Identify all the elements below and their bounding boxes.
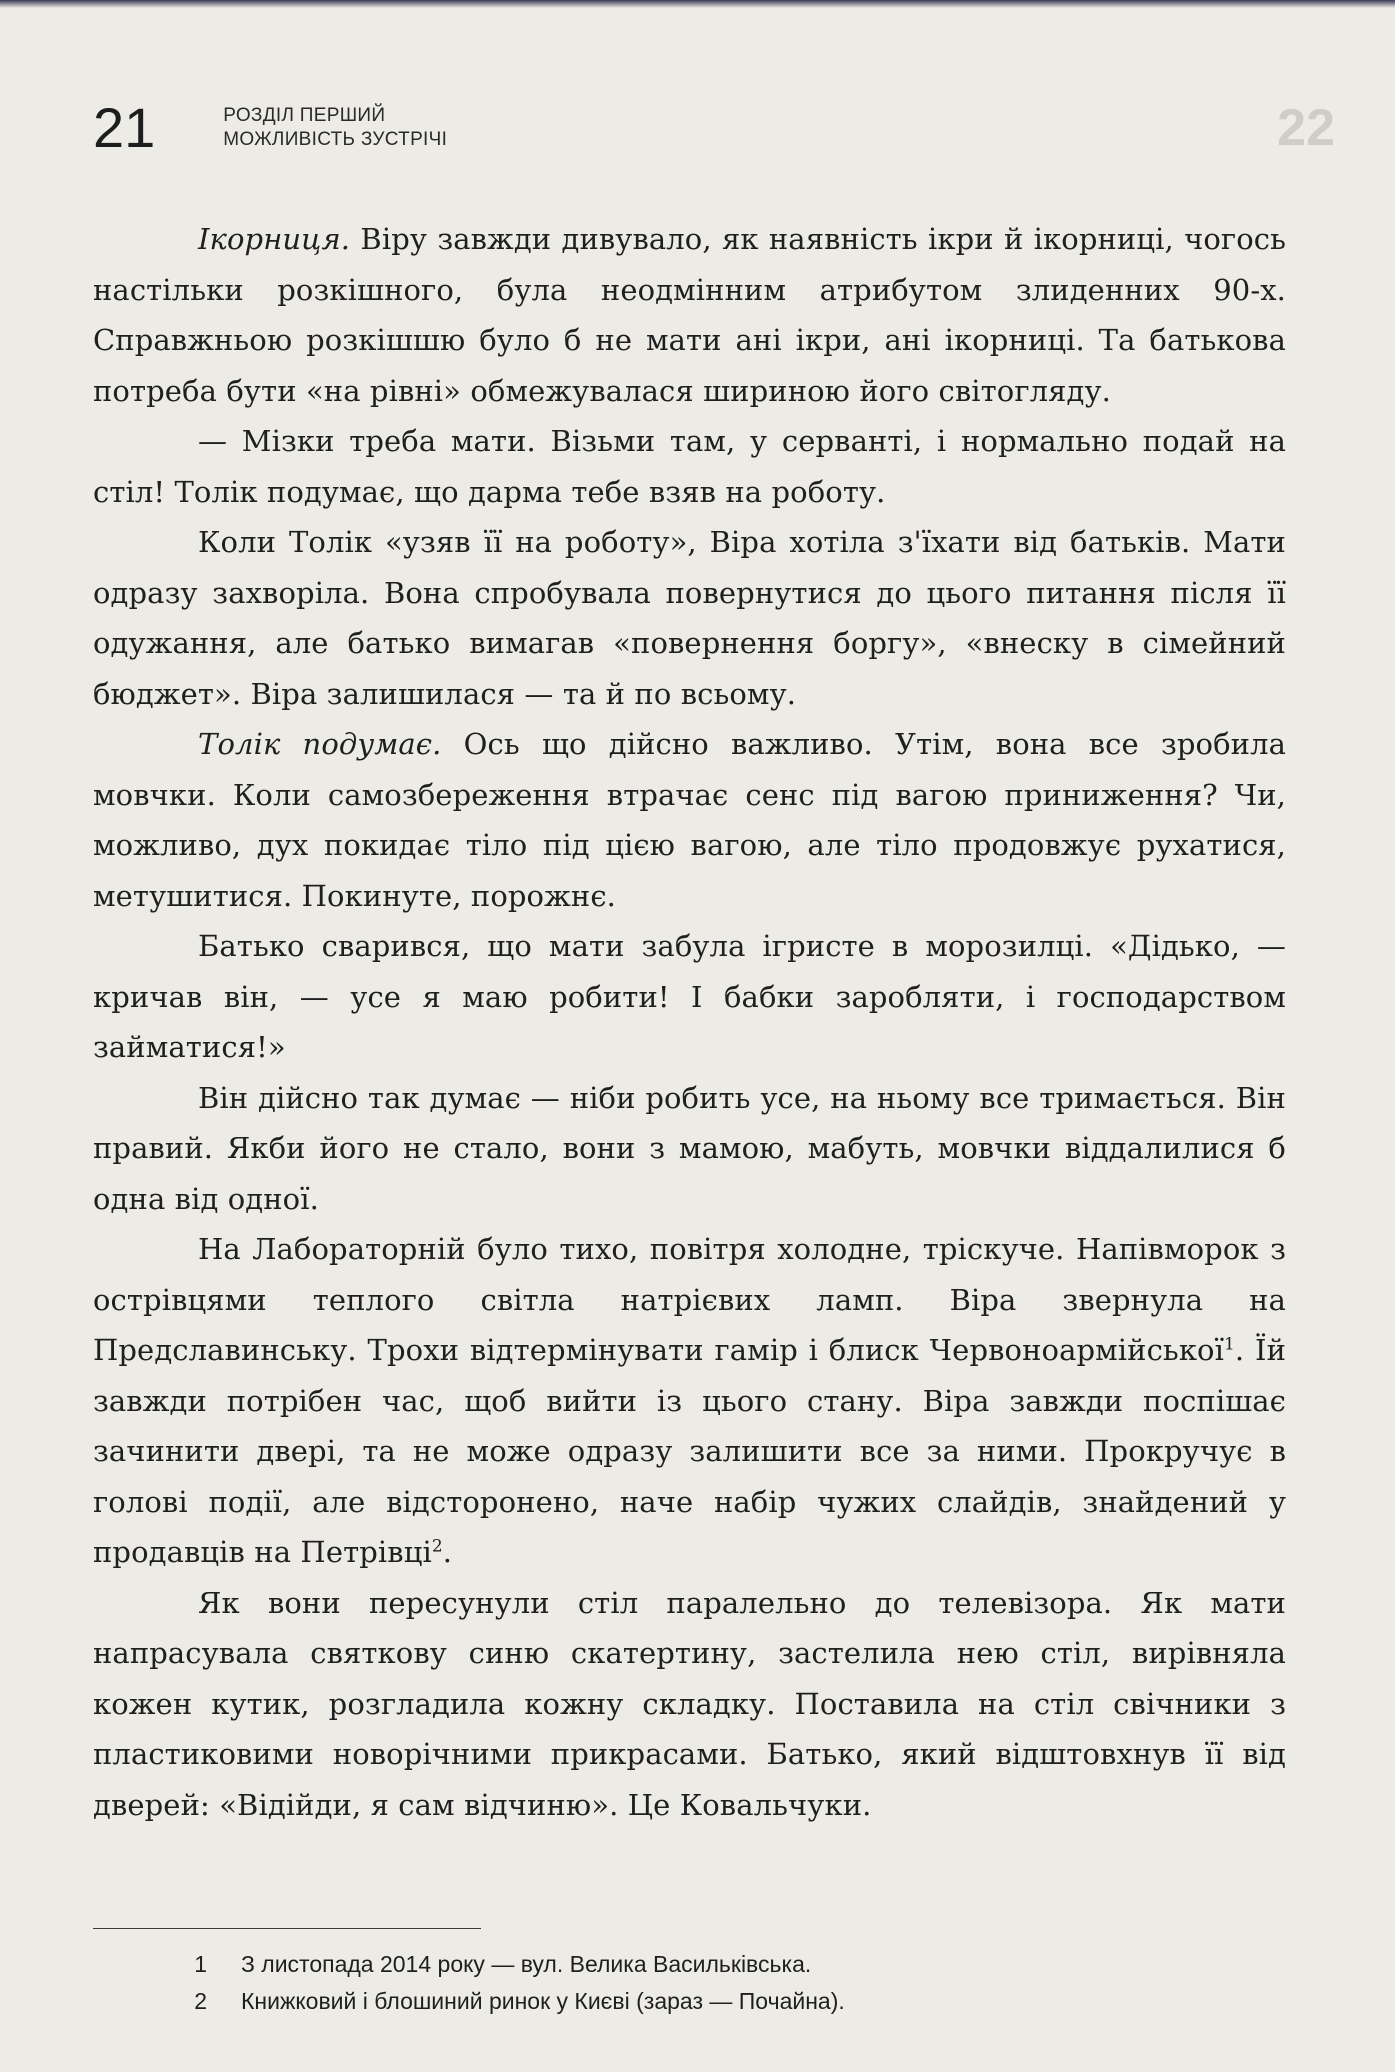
footnote-text: З листопада 2014 року — вул. Велика Васильківська. — [241, 1951, 812, 1977]
chapter-subtitle: МОЖЛИВІСТЬ ЗУСТРІЧІ — [223, 129, 448, 150]
italic-lead: Ікорниця. — [198, 222, 351, 256]
paragraph-6 — [93, 1073, 1286, 1225]
italic-lead: Толік подумає. — [198, 727, 442, 761]
paragraph-text: . Їй завжди потрібен час, щоб вийти із цього стану. Віра завжди поспішає зачинити двері, та не може одразу залишити все за ними. Прокручує в голові події, але відсторонено, наче набір чужих слайдів, знайдений у продавців на Петрівці — [93, 1333, 1286, 1569]
footnote-number: 2 — [194, 1988, 207, 2014]
footnotes — [93, 1946, 1293, 2020]
chapter-title: РОЗДІЛ ПЕРШИЙ — [223, 105, 386, 126]
footnote-ref-2[interactable]: 2 — [431, 1536, 443, 1557]
paragraph-7 — [93, 1224, 1286, 1578]
footnote-number: 1 — [194, 1951, 207, 1977]
facing-page-bleed: 22 — [1277, 99, 1335, 157]
paragraph-text: Він дійсно так думає — ніби робить усе, на ньому все тримається. Він правий. Якби його не стало, вони з мамою, мабуть, мовчки віддалилися б одна від одної. — [93, 1080, 1286, 1216]
chapter-label — [223, 104, 447, 152]
paragraph-text: На Лабораторній було тихо, повітря холодне, тріскуче. Напівморок з острівцями теплого світла натрієвих ламп. Віра звернула на Предславинську. Трохи відтермінувати гамір і блиск Червоноармійської — [93, 1232, 1286, 1367]
paragraph-text: Як вони пересунули стіл паралельно до телевізора. Як мати напрасувала святкову синю скатертину, застелила нею стіл, вирівняла кожен кутик, розгладила кожну складку. Поставила на стіл свічники з пластиковими новорічними прикрасами. Батько, який відштовхнув її від дверей: «Відійди, я сам відчиню». Це Ковальчуки. — [93, 1585, 1286, 1822]
footnote-divider — [93, 1928, 481, 1929]
footnote-2 — [93, 1983, 1293, 2020]
paragraph-8 — [93, 1578, 1286, 1831]
paragraph-1 — [93, 214, 1286, 416]
footnote-text: Книжковий і блошиний ринок у Києві (зараз — Почайна). — [241, 1988, 845, 2014]
page-top-shadow — [0, 0, 1395, 8]
paragraph-4 — [93, 719, 1286, 921]
paragraph-text: Віру завжди дивувало, як наявність ікри й ікорниці, чогось настільки розкішного, була неодмінним атрибутом злиденних 90-х. Справжньою розкішшю було б не мати ані ікри, ані ікорниці. Та батькова потреба бути «на рівні» обмежувалася шириною його світогляду. — [93, 222, 1286, 408]
paragraph-3 — [93, 517, 1286, 719]
paragraph-text: Батько сварився, що мати забула ігристе в морозилці. «Дідько, — кричав він, — усе я маю робити! І бабки заробляти, і господарством займатися!» — [93, 929, 1286, 1064]
paragraph-2 — [93, 416, 1286, 517]
running-header — [93, 96, 448, 159]
body-text — [93, 214, 1286, 1830]
paragraph-text: — Мізки треба мати. Візьми там, у серванті, і нормально подай на стіл! Толік подумає, що дарма тебе взяв на роботу. — [93, 424, 1286, 509]
footnote-1 — [93, 1946, 1293, 1983]
paragraph-text: Ось що дійсно важливо. Утім, вона все зробила мовчки. Коли самозбереження втрачає сенс під вагою приниження? Чи, можливо, дух покидає тіло під цією вагою, але тіло продовжує рухатися, метушитися. Покинуте, порожнє. — [93, 727, 1286, 913]
footnote-ref-1[interactable]: 1 — [1223, 1334, 1235, 1355]
paragraph-5 — [93, 921, 1286, 1073]
paragraph-text: . — [442, 1535, 453, 1569]
paragraph-text: Коли Толік «узяв її на роботу», Віра хотіла з'їхати від батьків. Мати одразу захворіла. Вона спробувала повернутися до цього питання після її одужання, але батько вимагав «повернення боргу», «внеску в сімейний бюджет». Віра залишилася — та й по всьому. — [93, 525, 1286, 711]
page-number: 21 — [93, 96, 156, 159]
